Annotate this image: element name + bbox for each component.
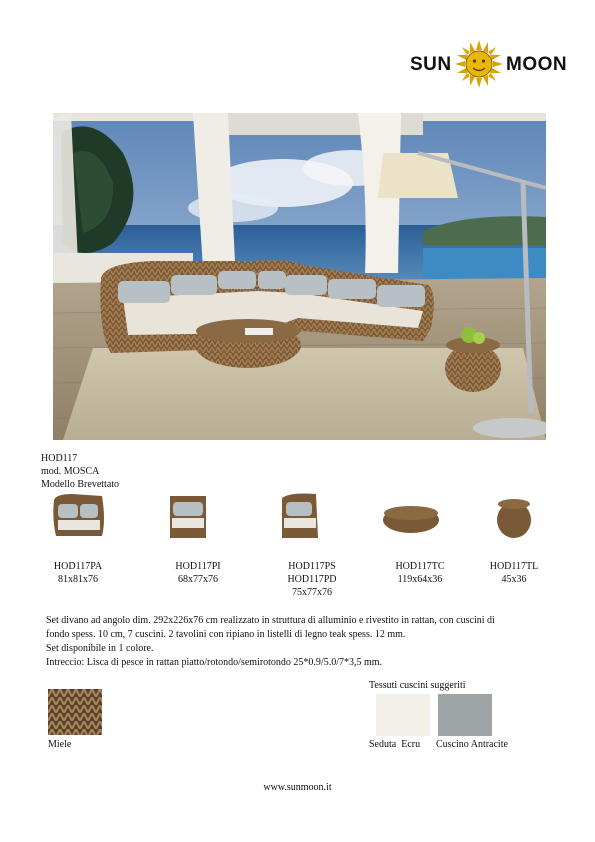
item-dims: 68x77x76: [178, 574, 218, 585]
fabric-label-ecru: Seduta Ecru: [369, 739, 421, 750]
thumb-side-module: [280, 490, 320, 542]
item-dims: 45x36: [501, 574, 527, 585]
logo-word-moon: MOON: [506, 54, 568, 75]
item-code: HOD117TL: [489, 561, 539, 572]
thumb-central-module: [168, 490, 208, 542]
fabric-swatch-antracite: [438, 694, 492, 736]
item-code: HOD117TC: [395, 561, 445, 572]
item-dims: 81x81x76: [58, 574, 98, 585]
fabric-swatch-ecru: [376, 694, 430, 736]
footer-website: www.sunmoon.it: [263, 782, 332, 793]
thumb-side-table: [495, 490, 533, 542]
item-code: HOD117PS: [288, 561, 336, 572]
product-patent: Modello Brevettato: [41, 479, 120, 490]
brand-logo: [410, 40, 568, 90]
item-code: HOD117PI: [175, 561, 221, 572]
item-dims: 75x77x76: [292, 587, 332, 598]
description-line: Intreccio: Lisca di pesce in rattan piatto/rotondo/semirotondo 25*0.9/5.0/7*3,5 mm.: [46, 657, 383, 668]
thumb-corner-module: [52, 490, 106, 542]
description-line: Set divano ad angolo dim. 292x226x76 cm realizzato in struttura di alluminio e rivestito in rattan, con cuscini di: [46, 615, 495, 626]
product-code: HOD117: [41, 453, 78, 464]
item-side: [272, 560, 352, 599]
item-side-table: [476, 560, 552, 586]
item-dims: 119x64x36: [397, 574, 443, 585]
item-code-alt: HOD117PD: [287, 574, 337, 585]
product-description: [46, 614, 556, 670]
item-code: HOD117PA: [53, 561, 103, 572]
item-central: [160, 560, 236, 586]
item-coffee-table: [382, 560, 458, 586]
description-line: Set disponibile in 1 colore.: [46, 643, 154, 654]
sun-face-icon: [455, 40, 503, 88]
fabrics-title: Tessuti cuscini suggeriti: [369, 680, 466, 691]
logo-word-sun: SUN: [410, 54, 452, 75]
description-line: fondo spess. 10 cm, 7 cuscini. 2 tavolini con ripiano in listelli di legno teak spess. 12 mm.: [46, 629, 406, 640]
hero-photo: [53, 113, 546, 440]
fabric-label-antracite: Cuscino Antracite: [436, 739, 508, 750]
thumb-coffee-table: [381, 490, 441, 542]
rattan-color-label: Miele: [48, 739, 72, 750]
item-corner: [40, 560, 116, 586]
rattan-swatch-miele: [48, 689, 102, 735]
product-model: mod. MOSCA: [41, 466, 100, 477]
